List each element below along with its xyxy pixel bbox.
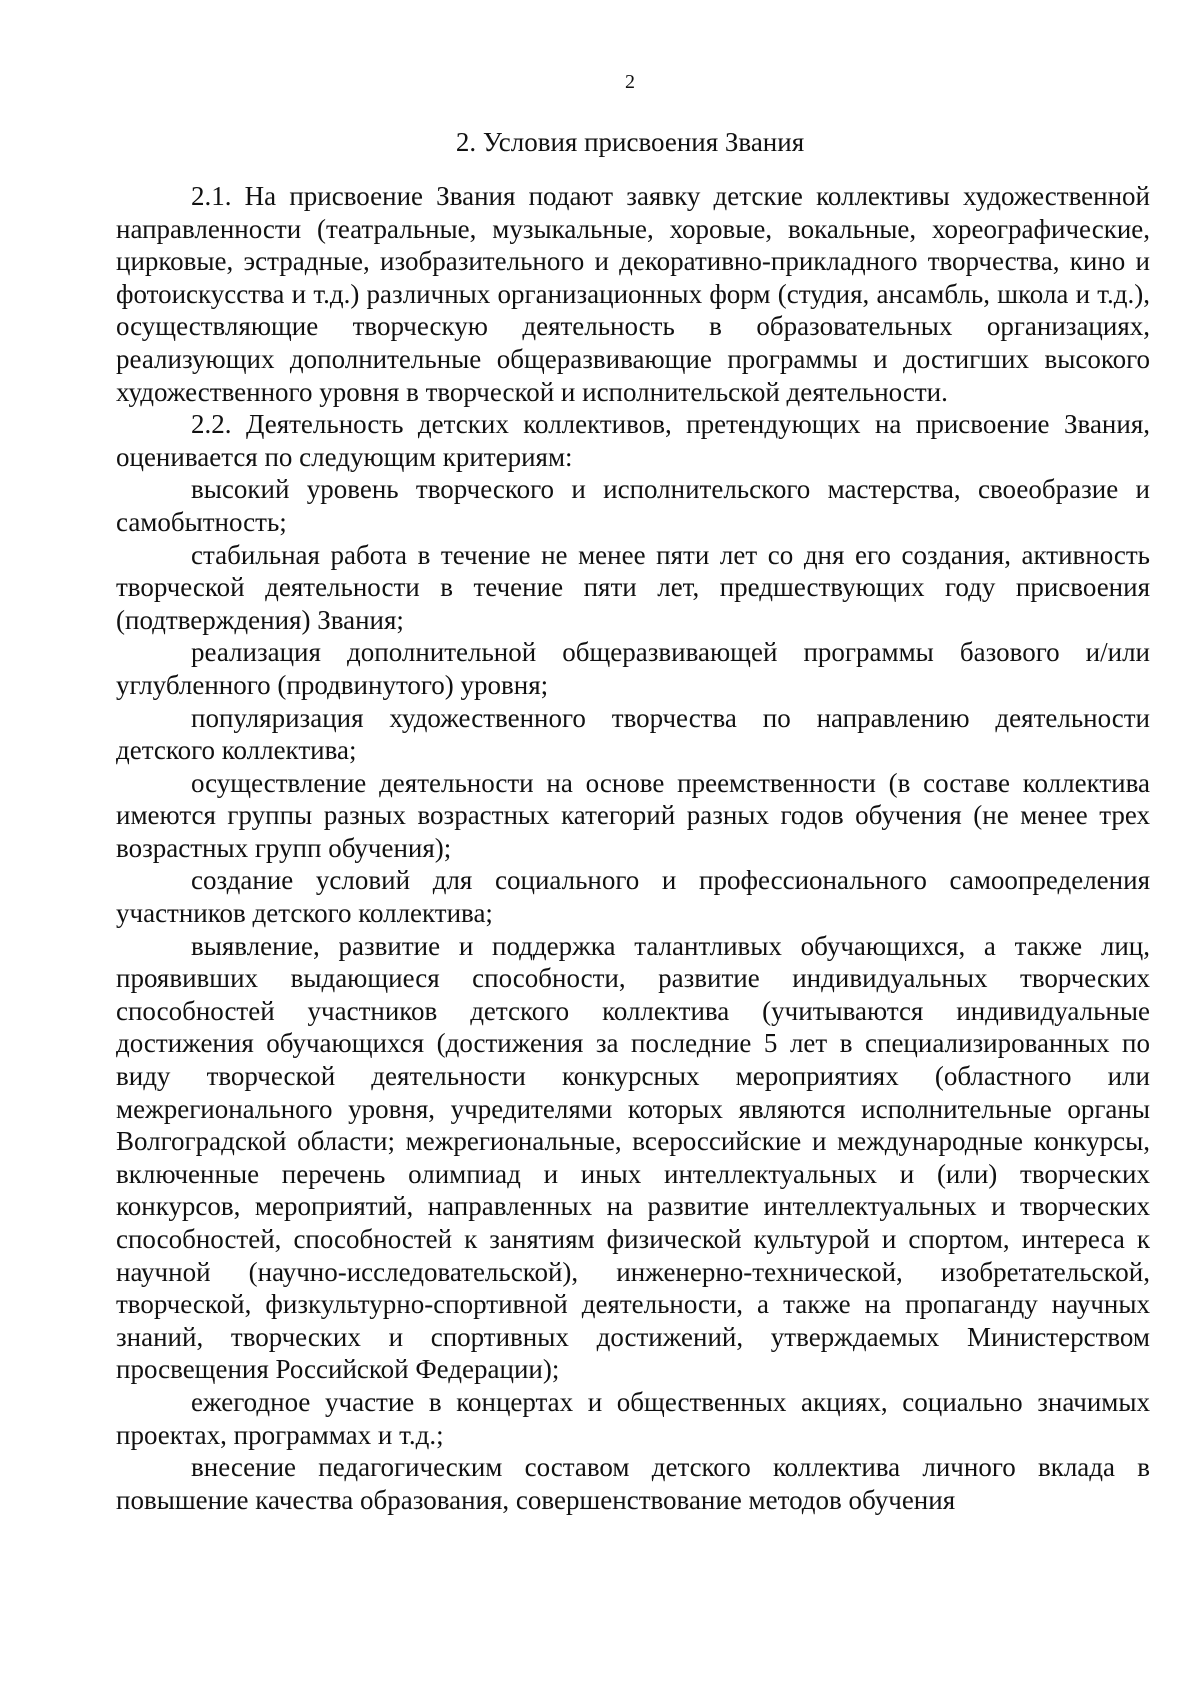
section-title: 2. Условия присвоения Звания <box>455 127 805 157</box>
criterion-annual-participation: ежегодное участие в концертах и общественных акциях, социально значимых проектах, программах и т.д.; <box>116 1386 1150 1450</box>
criterion-self-determination: создание условий для социального и профессионального самоопределения участников детского коллектива; <box>116 865 1150 929</box>
criterion-program: реализация дополнительной общеразвивающей программы базового и/или углубленного (продвинутого) уровня; <box>116 637 1150 700</box>
criterion-stable-work: стабильная работа в течение не менее пяти лет со дня его создания, активность творческой деятельности в течение пяти лет, предшествующих году присвоения (подтверждения) Звания; <box>116 539 1150 635</box>
criterion-popularization: популяризация художественного творчества по направлению деятельности детского коллектива; <box>116 702 1150 766</box>
page-number: 2 <box>625 71 635 93</box>
criterion-continuity: осуществление деятельности на основе преемственности (в составе коллектива имеются группы разных возрастных категорий разных годов обучения (не менее трех возрастных групп обучения); <box>116 767 1150 863</box>
paragraph-2-2: 2.2. Деятельность детских коллективов, претендующих на присвоение Звания, оценивается по следующим критериям: <box>116 409 1150 472</box>
criterion-mastery: высокий уровень творческого и исполнительского мастерства, своеобразие и самобытность; <box>116 474 1150 537</box>
criterion-talent-support: выявление, развитие и поддержка талантливых обучающихся, а также лиц, проявивших выдающиеся способности, развитие индивидуальных творческих способностей участников детского коллектива (учитываются индивидуальные достижения обучающихся (достижения за последние 5 лет в специализированных по виду творческой деятельности конкурсных мероприятиях (областного или межрегионального уровня, учредителями которых являются исполнительные органы Волгоградской области; межрегиональные, всероссийские и международные конкурсы, включенные перечень олимпиад и иных интеллектуальных и (или) творческих конкурсов, мероприятий, направленных на развитие интеллектуальных и творческих способностей, способностей к занятиям физической культурой и спортом, интереса к научной (научно-исследовательской), инженерно-технической, изобретательской, творческой, физкультурно-спортивной деятельности, а также на пропаганду научных знаний, творческих и спортивных достижений, утверждаемых Министерством просвещения Российской Федерации); <box>116 930 1150 1385</box>
document-body <box>116 180 1150 1516</box>
paragraph-2-1: 2.1. На присвоение Звания подают заявку детские коллективы художественной направленности (театральные, музыкальные, хоровые, вокальные, хореографические, цирковые, эстрадные, изобразительного и декоративно-прикладного творчества, кино и фотоискусства и т.д.) различных организационных форм (студия, ансамбль, школа и т.д.), осуществляющие творческую деятельность в образовательных организациях, реализующих дополнительные общеразвивающие программы и достигших высокого художественного уровня в творческой и исполнительской деятельности. <box>116 181 1150 407</box>
criterion-teaching-contribution: внесение педагогическим составом детского коллектива личного вклада в повышение качества образования, совершенствование методов обучения <box>116 1452 1150 1515</box>
